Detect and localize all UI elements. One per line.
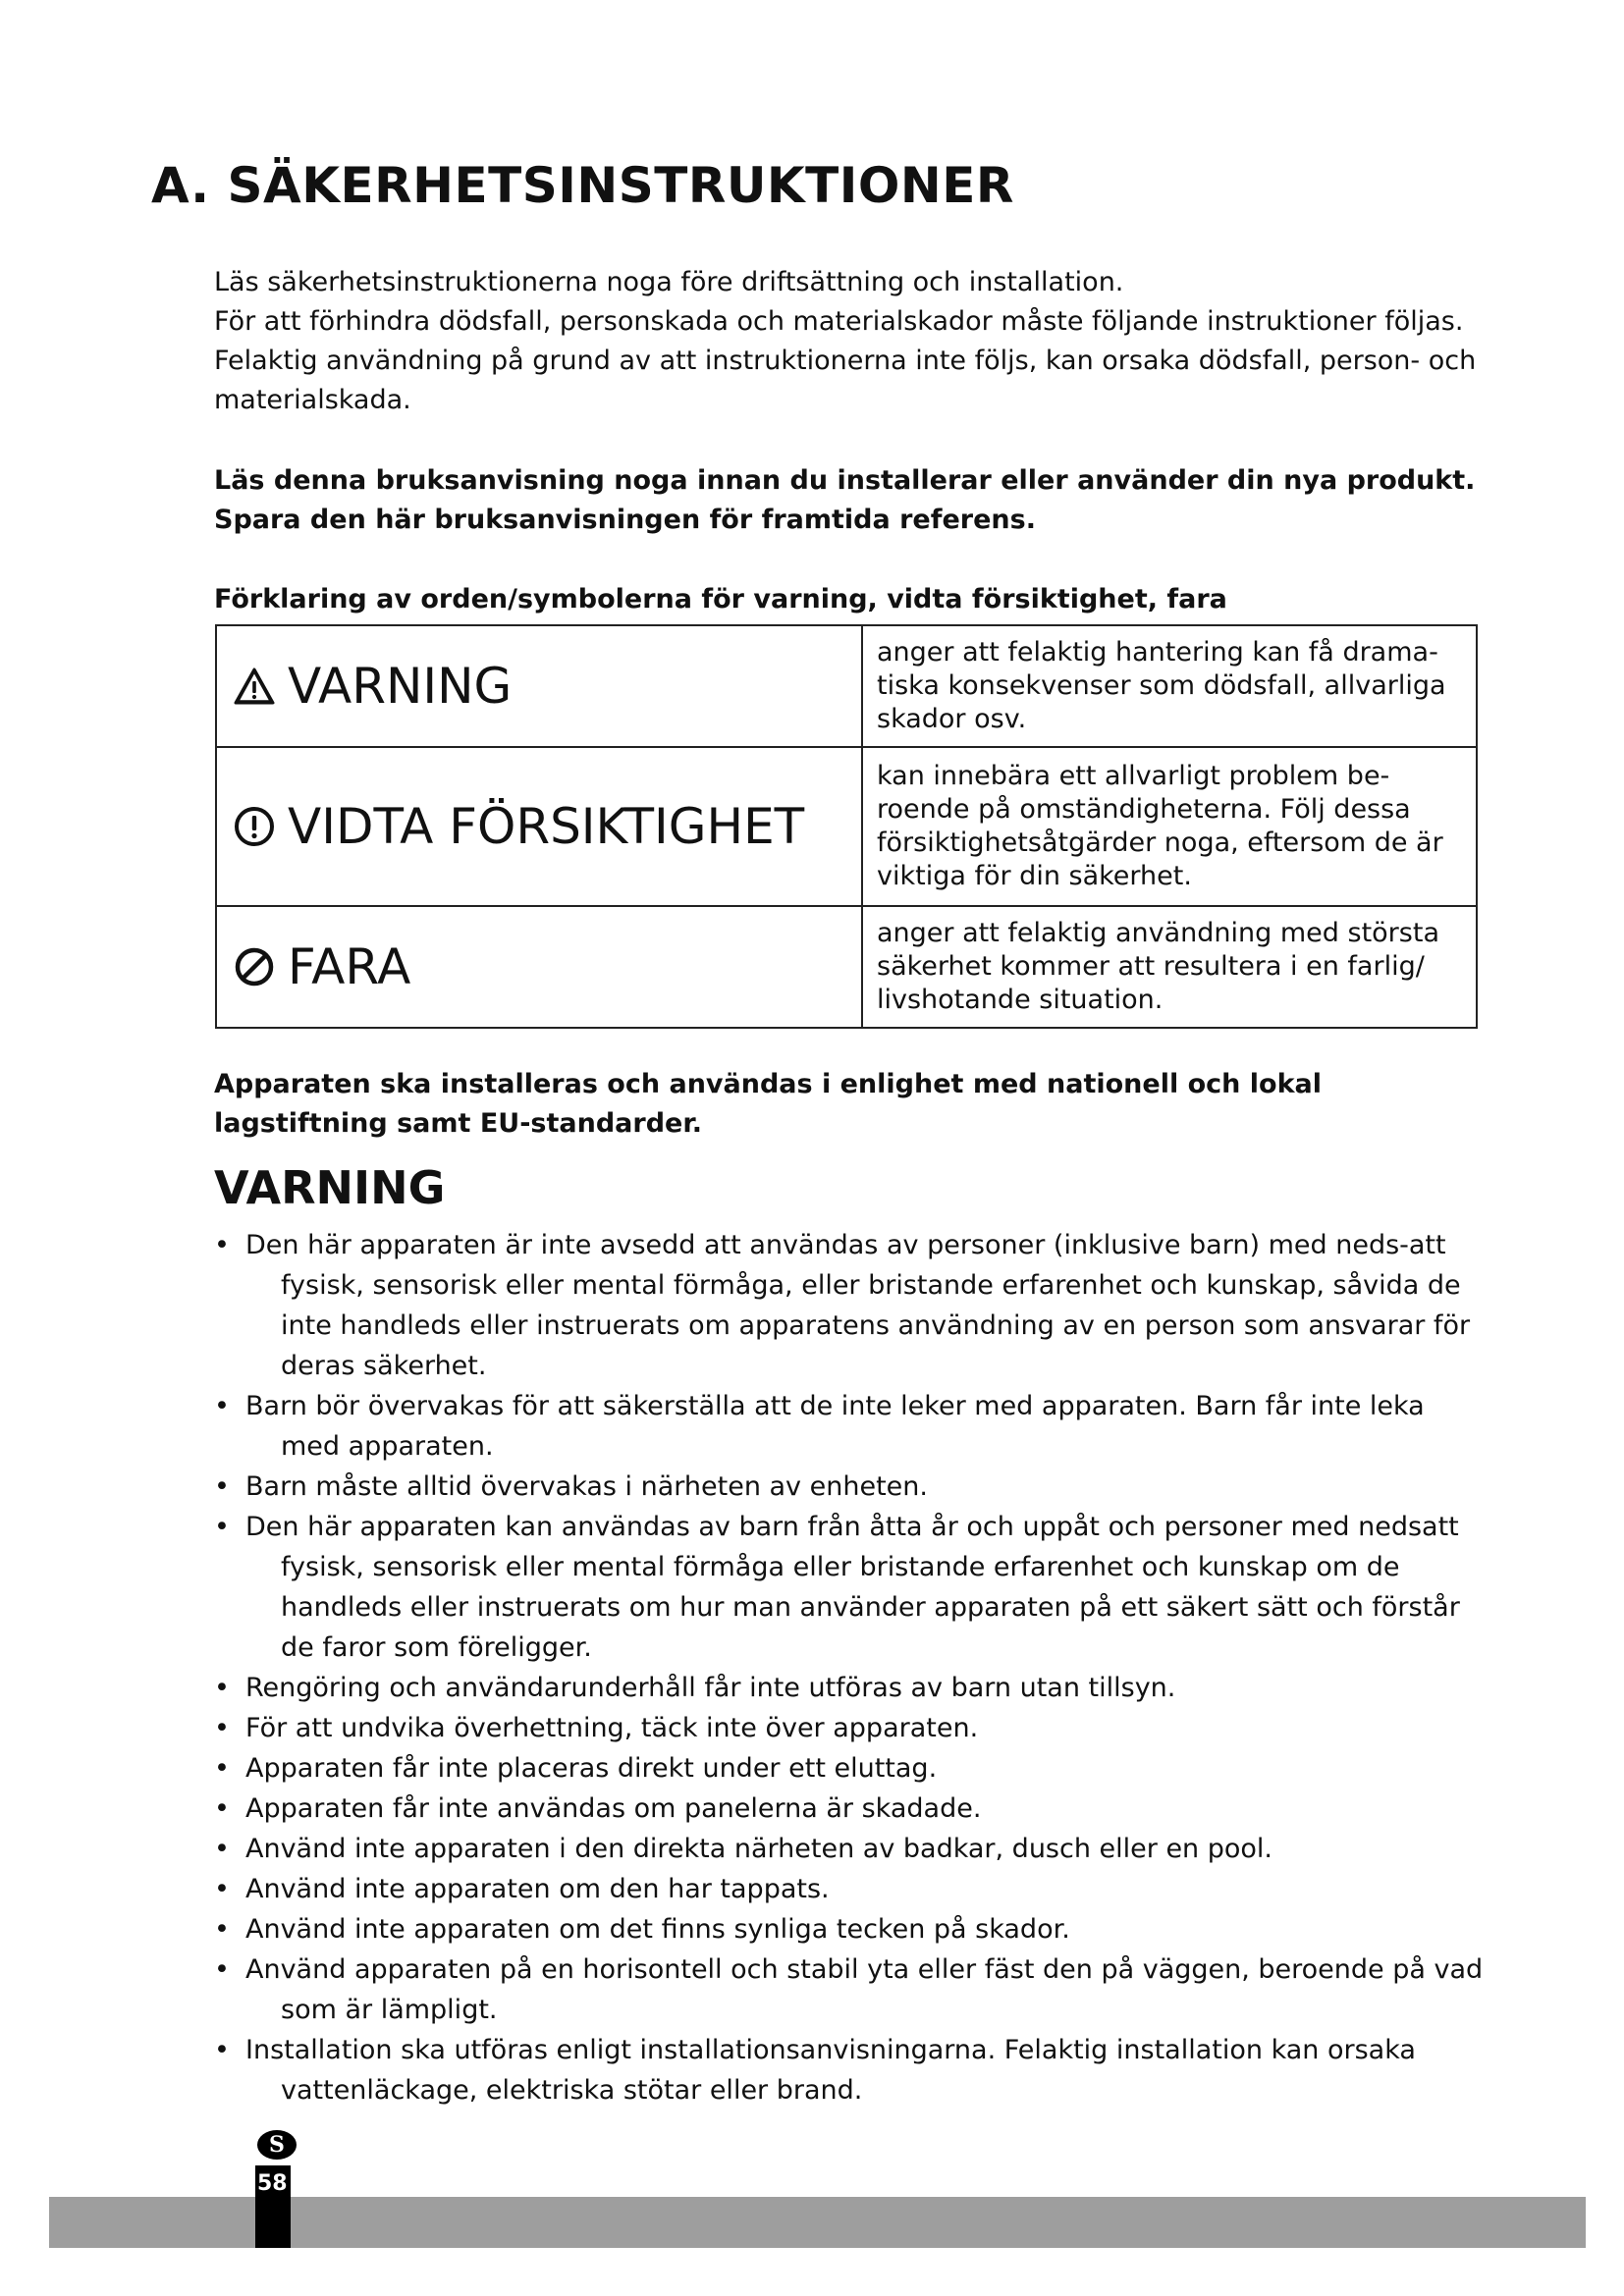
list-item bbox=[214, 1949, 1490, 2030]
list-item bbox=[214, 1869, 1490, 1909]
list-item-text: Använd inte apparaten i den direkta närheten av badkar, dusch eller en pool. bbox=[245, 1834, 1273, 1864]
bullet-icon: • bbox=[214, 1753, 230, 1784]
list-item-text: Installation ska utföras enligt installationsanvisningarna. Felaktig installation kan orsaka vattenläckage, elektriska stötar eller brand. bbox=[245, 2035, 1416, 2106]
list-item-text: Rengöring och användarunderhåll får inte utföras av barn utan tillsyn. bbox=[245, 1673, 1176, 1703]
symbol-row-danger bbox=[216, 906, 1477, 1028]
term-label: FARA bbox=[288, 937, 411, 995]
list-item-text: Den här apparaten är inte avsedd att användas av personer (inklusive barn) med neds-att fysisk, sensorisk eller mental förmåga, eller bristande erfarenhet och kunskap, såvida de inte handleds eller instruerats om apparatens användning av en person som ansvarar för deras säkerhet. bbox=[245, 1230, 1471, 1381]
term-description: anger att felaktig hantering kan få drama-tiska konsekvenser som dödsfall, allvarliga skador osv. bbox=[862, 625, 1477, 747]
symbol-row-warning bbox=[216, 625, 1477, 747]
read-manual-note: Läs denna bruksanvisning noga innan du installerar eller använder din nya produkt. Spara den här bruksanvisningen för framtida referens. bbox=[214, 465, 1476, 535]
list-item-text: Använd apparaten på en horisontell och stabil yta eller fäst den på väggen, beroende på vad som är lämpligt. bbox=[245, 1954, 1484, 2025]
symbols-heading: Förklaring av orden/symbolerna för varning, vidta försiktighet, fara bbox=[214, 584, 1227, 614]
bullet-icon: • bbox=[214, 1673, 230, 1703]
bullet-icon: • bbox=[214, 1834, 230, 1864]
term-cell bbox=[216, 906, 862, 1028]
page-number: 58 bbox=[257, 2171, 288, 2196]
bullet-icon: • bbox=[214, 1230, 230, 1260]
caution-circle-icon bbox=[233, 805, 276, 848]
bullet-icon: • bbox=[214, 1914, 230, 1945]
symbol-row-caution bbox=[216, 747, 1477, 906]
list-item bbox=[214, 2030, 1490, 2110]
intro-paragraph: För att förhindra dödsfall, personskada och materialskador måste följande instruktioner följas. Felaktig användning på grund av att instruktionerna inte följs, kan orsaka dödsfall, person- och materialskada. bbox=[214, 306, 1477, 415]
symbols-table bbox=[215, 624, 1478, 1029]
bullet-icon: • bbox=[214, 1713, 230, 1743]
intro-text bbox=[214, 263, 1490, 420]
page-title: A. SÄKERHETSINSTRUKTIONER bbox=[151, 157, 1014, 214]
list-item-text: Apparaten får inte placeras direkt under ett eluttag. bbox=[245, 1753, 938, 1784]
bullet-icon: • bbox=[214, 1874, 230, 1904]
bullet-icon: • bbox=[214, 1512, 230, 1542]
bullet-icon: • bbox=[214, 1391, 230, 1421]
list-item-text: Barn bör övervakas för att säkerställa att de inte leker med apparaten. Barn får inte leka med apparaten. bbox=[245, 1391, 1425, 1462]
prohibited-icon bbox=[233, 945, 276, 988]
term-description: anger att felaktig användning med största säkerhet kommer att resultera i en farlig/ livshotande situation. bbox=[862, 906, 1477, 1028]
list-item-text: Använd inte apparaten om det finns synliga tecken på skador. bbox=[245, 1914, 1070, 1945]
list-item-text: Apparaten får inte användas om panelerna är skadade. bbox=[245, 1793, 982, 1824]
term-description: kan innebära ett allvarligt problem be-roende på omständigheterna. Följ dessa försiktighetsåtgärder noga, eftersom de är viktiga för din säkerhet. bbox=[862, 747, 1477, 906]
list-item bbox=[214, 1668, 1490, 1708]
list-item-text: Barn måste alltid övervakas i närheten av enheten. bbox=[245, 1471, 928, 1502]
term-label: VARNING bbox=[288, 658, 513, 716]
warning-triangle-icon bbox=[233, 665, 276, 708]
intro-paragraph: Läs säkerhetsinstruktionerna noga före driftsättning och installation. bbox=[214, 267, 1124, 297]
bullet-icon: • bbox=[214, 1954, 230, 1985]
bullet-icon: • bbox=[214, 1471, 230, 1502]
bullet-icon: • bbox=[214, 1793, 230, 1824]
list-item-text: För att undvika överhettning, täck inte över apparaten. bbox=[245, 1713, 979, 1743]
list-item bbox=[214, 1748, 1490, 1789]
list-item-text: Använd inte apparaten om den har tappats. bbox=[245, 1874, 830, 1904]
list-item bbox=[214, 1507, 1490, 1668]
list-item bbox=[214, 1909, 1490, 1949]
list-item-text: Den här apparaten kan användas av barn från åtta år och uppåt och personer med nedsatt fysisk, sensorisk eller mental förmåga eller bristande erfarenhet och kunskap om de handleds eller instruerats om hur man använder apparaten på ett säkert sätt och förstår de faror som föreligger. bbox=[245, 1512, 1460, 1663]
language-badge: S bbox=[257, 2130, 297, 2160]
term-label: VIDTA FÖRSIKTIGHET bbox=[288, 797, 805, 855]
term-cell bbox=[216, 747, 862, 906]
list-item bbox=[214, 1386, 1490, 1467]
list-item bbox=[214, 1829, 1490, 1869]
list-item bbox=[214, 1467, 1490, 1507]
list-item bbox=[214, 1708, 1490, 1748]
list-item bbox=[214, 1789, 1490, 1829]
term-cell bbox=[216, 625, 862, 747]
list-item bbox=[214, 1225, 1490, 1386]
legislation-note: Apparaten ska installeras och användas i enlighet med nationell och lokal lagstiftning samt EU-standarder. bbox=[214, 1069, 1323, 1139]
warning-list bbox=[214, 1225, 1490, 2110]
bullet-icon: • bbox=[214, 2035, 230, 2065]
warning-heading: VARNING bbox=[214, 1161, 446, 1214]
